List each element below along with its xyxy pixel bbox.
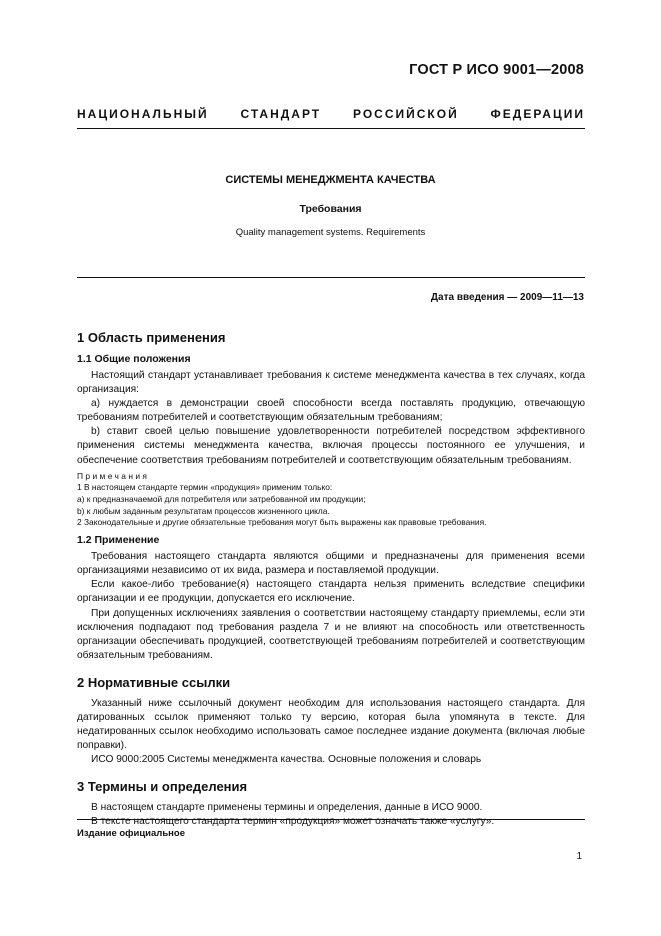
paragraph: ИСО 9000:2005 Системы менеджмента качества. Основные положения и словарь xyxy=(91,754,482,766)
note-item: b) к любым заданным результатам процессов жизненного цикла. xyxy=(77,505,330,516)
section-spacer xyxy=(77,663,585,674)
notes-block xyxy=(77,471,585,530)
note-item: 2 Законодательные и другие обязательные требования могут быть выражены как правовые требования. xyxy=(77,517,487,528)
section-1-2-heading: 1.2 Применение xyxy=(77,534,160,547)
document-title: СИСТЕМЫ МЕНЕДЖМЕНТА КАЧЕСТВА xyxy=(225,174,436,186)
paragraph: В тексте настоящего стандарта термин «продукция» может означать также «услугу». xyxy=(91,816,495,828)
paragraph: a) нуждается в демонстрации своей способности всегда поставлять продукцию, отвечающую требованиям потребителей и соответствующим обязательным требованиям; xyxy=(77,398,585,424)
header-divider xyxy=(77,128,585,129)
section-spacer xyxy=(77,767,585,778)
note-item: 1 В настоящем стандарте термин «продукция» применим только: xyxy=(77,482,333,493)
section-1-1-heading: 1.1 Общие положения xyxy=(77,353,191,365)
paragraph: Требования настоящего стандарта являются общими и предназначены для применения всеми организациями независимо от их вида, размера и поставляемой продукции. xyxy=(77,551,585,577)
title-divider xyxy=(77,277,585,278)
edition-label: Издание официальное xyxy=(77,828,185,839)
main-content xyxy=(77,329,585,830)
national-standard-banner: НАЦИОНАЛЬНЫЙ СТАНДАРТ РОССИЙСКОЙ ФЕДЕРАЦИИ xyxy=(77,107,585,121)
document-number: ГОСТ Р ИСО 9001—2008 xyxy=(409,62,584,78)
section-3-heading: 3 Термины и определения xyxy=(77,779,248,795)
paragraph: Указанный ниже ссылочный документ необходим для использования настоящего стандарта. Для датированных ссылок применяют только ту версию, которая была упомянута в тексте. Для недатированных ссылок необходимо использовать самое последнее издание документа (включая любые поправки). xyxy=(77,697,585,752)
section-2-heading: 2 Нормативные ссылки xyxy=(77,674,231,690)
note-item: a) к предназначаемой для потребителя или затребованной им продукции; xyxy=(77,494,366,505)
english-title: Quality management systems. Requirements xyxy=(235,227,426,238)
footer-divider xyxy=(77,819,585,820)
document-subtitle: Требования xyxy=(299,203,362,215)
introduction-date: Дата введения — 2009—11—13 xyxy=(430,292,584,303)
paragraph: Если какое-либо требование(я) настоящего стандарта нельзя применить вследствие специфики организации и ее продукции, допускается его исключение. xyxy=(77,579,585,605)
notes-label: Примечания xyxy=(77,470,150,481)
page-number: 1 xyxy=(576,851,582,862)
section-1-heading: 1 Область применения xyxy=(77,330,226,345)
paragraph: Настоящий стандарт устанавливает требования к системе менеджмента качества в тех случаях, когда организация: xyxy=(77,370,585,396)
paragraph: b) ставит своей целью повышение удовлетворенности потребителей посредством эффективного применения системы менеджмента качества, включая процессы постоянного ее улучшения, и обеспечение соответствия требованиям потребителей и соответствующим обязательным требованиям. xyxy=(77,426,585,466)
paragraph: При допущенных исключениях заявления о соответствии настоящему стандарту приемлемы, если эти исключения подпадают под требования раздела 7 и не влияют на способность или ответственность организации обеспечивать продукцией, соответствующей требованиям потребителей и соответствующим обязательным требованиям. xyxy=(77,607,585,661)
paragraph: В настоящем стандарте применены термины и определения, данные в ИСО 9000. xyxy=(91,802,483,814)
